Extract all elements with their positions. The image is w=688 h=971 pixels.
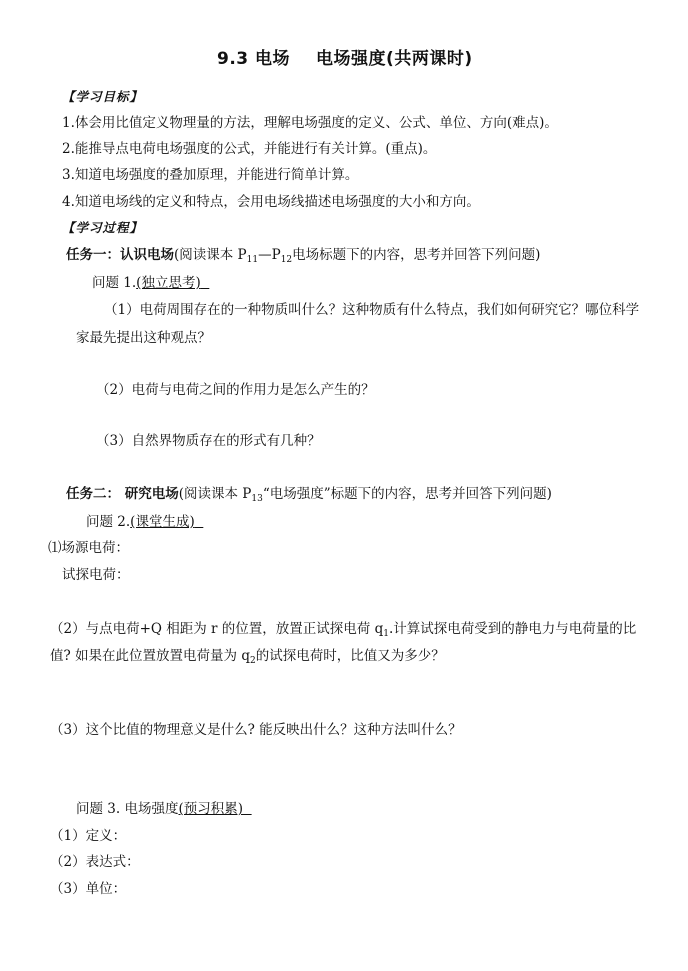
process-tag: 【学习过程】	[62, 220, 144, 235]
question-3-expression: （2）表达式：	[50, 854, 140, 870]
question-2-2-line-b: 值? 如果在此位置放置电荷量为 $q_2$的试探电荷时，比值又为多少？	[50, 648, 445, 666]
question-1-tag: (独立思考)	[136, 275, 201, 291]
question-1-2: （2）电荷与电荷之间的作用力是怎么产生的？	[96, 382, 375, 398]
question-3-definition: （1）定义：	[50, 828, 127, 844]
question-2-3: （3）这个比值的物理意义是什么? 能反映出什么？这种方法叫什么？	[50, 722, 462, 738]
task1-label: 任务一：认识电场	[66, 247, 174, 263]
goal-item-4: 4.知道电场线的定义和特点，会用电场线描述电场强度的大小和方向。	[62, 194, 480, 210]
test-charge-label: 试探电荷：	[62, 567, 130, 583]
question-2-tag: (课堂生成)	[130, 514, 195, 530]
page-title	[217, 50, 473, 68]
title-part-2: 电场强度(共两课时)	[316, 49, 473, 69]
question-3-unit: （3）单位：	[50, 881, 127, 897]
question-1-1-line-a: （1）电荷周围存在的一种物质叫什么？这种物质有什么特点，我们如何研究它？哪位科学	[104, 302, 640, 318]
goal-item-3: 3.知道电场强度的叠加原理，并能进行简单计算。	[62, 167, 359, 183]
task2-label: 任务二： 研究电场	[66, 486, 179, 502]
question-1-1-line-b: 家最先提出这种观点？	[76, 330, 211, 346]
question-2-2-line-a: （2）与点电荷+Q 相距为 r 的位置，放置正试探电荷 $q_1$.计算试探电荷受到的静电力与电荷量的比	[50, 621, 637, 639]
goal-item-1: 1.体会用比值定义物理量的方法，理解电场强度的定义、公式、单位、方向(难点)。	[62, 115, 558, 131]
question-1-heading: 问题 1.(独立思考)	[92, 275, 201, 291]
question-3-tag: (预习积累)	[178, 801, 244, 817]
title-part-1: 9.3 电场	[217, 49, 291, 69]
question-1-3: （3）自然界物质存在的形式有几种？	[96, 433, 321, 449]
task2-heading: 任务二： 研究电场(阅读课本 $P_{13}“$电场强度”标题下的内容，思考并回答下列问题)	[66, 486, 552, 504]
goals-tag: 【学习目标】	[62, 89, 144, 104]
goal-item-2: 2.能推导点电荷电场强度的公式，并能进行有关计算。(重点)。	[62, 141, 437, 157]
source-charge-label: ⑴场源电荷：	[48, 540, 129, 556]
question-3-heading: 问题 3. 电场强度(预习积累)	[76, 801, 244, 817]
task1-heading: 任务一：认识电场(阅读课本 $P_{11}—P_{12}$电场标题下的内容，思考并回答下列问题)	[66, 247, 541, 265]
question-2-heading: 问题 2.(课堂生成)	[86, 514, 195, 530]
